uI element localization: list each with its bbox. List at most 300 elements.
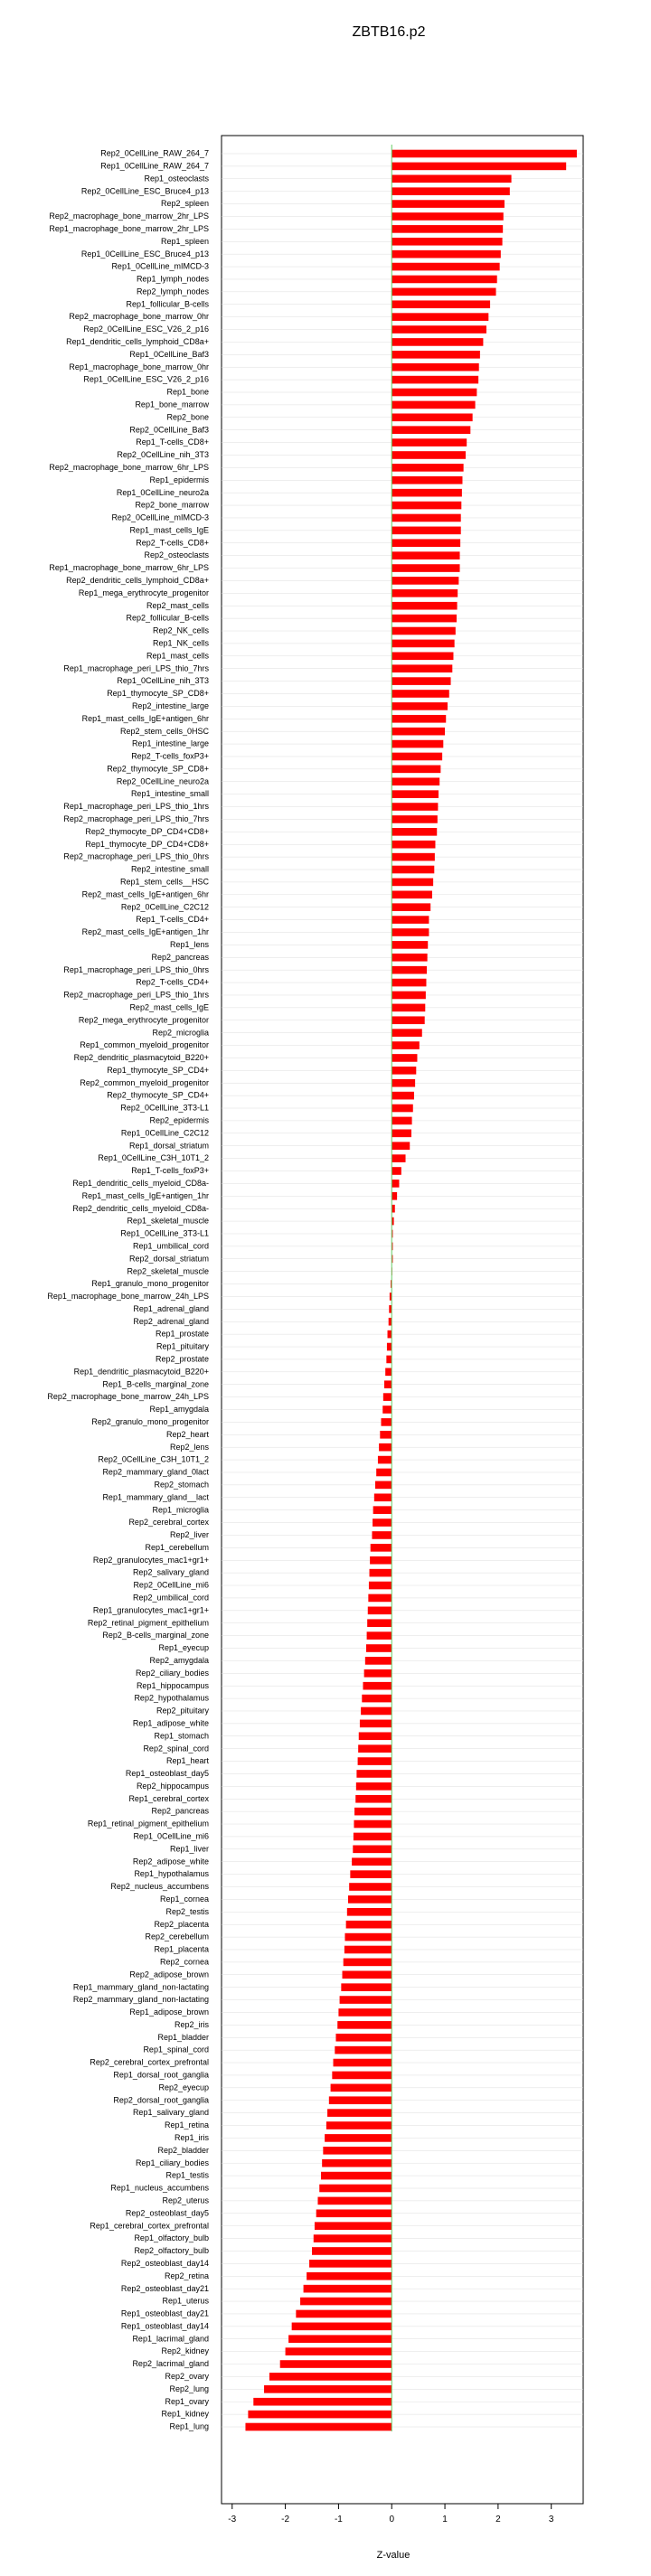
bar-Rep2_dendritic_cells_myeloid_CD8a- xyxy=(392,1205,395,1213)
category-label: Rep2_intestine_large xyxy=(131,700,209,710)
bar-Rep2_0CellLine_ESC_V26_2_p16 xyxy=(392,325,486,334)
bar-Rep2_mammary_gland_non-lactating xyxy=(340,1996,392,2004)
category-label: Rep1_olfactory_bulb xyxy=(134,2233,209,2243)
category-label: Rep1_uterus xyxy=(162,2296,209,2306)
bar-Rep1_granulocytes_mac1+gr1+ xyxy=(368,1607,392,1615)
category-label: Rep2_thymocyte_DP_CD4+CD8+ xyxy=(85,826,209,836)
category-label: Rep1_osteoblast_day14 xyxy=(120,2321,209,2331)
category-label: Rep2_osteoblast_day21 xyxy=(120,2283,209,2293)
category-label: Rep2_0CellLine_ESC_V26_2_p16 xyxy=(83,324,209,334)
bar-Rep2_intestine_large xyxy=(392,702,448,710)
category-label: Rep1_T-cells_foxP3+ xyxy=(131,1166,209,1176)
bar-Rep2_granulo_mono_progenitor xyxy=(381,1418,392,1426)
category-label: Rep2_lens xyxy=(169,1442,209,1452)
bar-Rep1_retina xyxy=(326,2121,392,2129)
category-label: Rep1_macrophage_bone_marrow_0hr xyxy=(69,362,209,371)
bar-Rep1_0CellLine_mIMCD-3 xyxy=(392,263,499,271)
bar-Rep2_dendritic_plasmacytoid_B220+ xyxy=(392,1054,417,1062)
bar-Rep2_0CellLine_C3H_10T1_2 xyxy=(378,1456,392,1464)
category-label: Rep1_adrenal_gland xyxy=(133,1303,209,1313)
bar-Rep2_thymocyte_SP_CD8+ xyxy=(392,766,440,774)
bar-Rep2_mast_cells_IgE xyxy=(392,1004,425,1012)
bar-Rep1_amygdala xyxy=(382,1406,392,1414)
category-label: Rep1_thymocyte_SP_CD8+ xyxy=(107,689,209,699)
category-label: Rep1_eyecup xyxy=(158,1643,209,1653)
category-label: Rep1_mega_erythrocyte_progenitor xyxy=(78,588,209,597)
bar-Rep2_thymocyte_DP_CD4+CD8+ xyxy=(392,828,437,836)
bar-Rep2_bone_marrow xyxy=(392,502,461,510)
category-label: Rep1_dendritic_cells_lymphoid_CD8a+ xyxy=(66,337,209,347)
bar-Rep2_mast_cells_IgE+antigen_1hr xyxy=(392,928,429,936)
category-label: Rep1_mast_cells_IgE+antigen_1hr xyxy=(81,1190,209,1200)
bar-Rep1_0CellLine_Baf3 xyxy=(392,351,480,359)
bar-Rep1_T-cells_CD4+ xyxy=(392,916,429,924)
category-label: Rep2_hippocampus xyxy=(136,1781,209,1791)
bar-Rep2_0CellLine_ESC_Bruce4_p13 xyxy=(392,187,510,195)
bar-Rep2_ciliary_bodies xyxy=(364,1669,392,1678)
bar-Rep1_0CellLine_RAW_264_7 xyxy=(392,163,566,171)
category-label: Rep2_lung xyxy=(169,2383,209,2393)
category-label: Rep2_lacrimal_gland xyxy=(132,2359,209,2369)
bar-Rep2_pituitary xyxy=(361,1707,392,1716)
category-label: Rep1_dorsal_striatum xyxy=(128,1141,209,1151)
category-label: Rep1_macrophage_peri_LPS_thio_0hrs xyxy=(63,964,209,974)
category-label: Rep1_macrophage_bone_marrow_24h_LPS xyxy=(47,1292,209,1302)
category-label: Rep1_macrophage_bone_marrow_2hr_LPS xyxy=(49,223,209,233)
bar-Rep1_cornea xyxy=(348,1895,392,1904)
chart-title: ZBTB16.p2 xyxy=(352,24,426,40)
category-label: Rep1_thymocyte_DP_CD4+CD8+ xyxy=(85,839,209,849)
bar-Rep2_bladder xyxy=(323,2147,392,2155)
category-label: Rep1_adipose_brown xyxy=(129,2007,209,2017)
category-label: Rep2_skeletal_muscle xyxy=(127,1266,209,1276)
category-label: Rep2_cornea xyxy=(159,1957,209,1967)
category-label: Rep1_dendritic_plasmacytoid_B220+ xyxy=(73,1367,209,1377)
bar-Rep2_stem_cells_0HSC xyxy=(392,728,445,736)
category-label: Rep2_osteoblast_day14 xyxy=(120,2258,209,2268)
category-label: Rep2_mammary_gland_0lact xyxy=(102,1467,209,1477)
category-label: Rep1_intestine_large xyxy=(131,738,209,748)
bar-Rep2_cornea xyxy=(344,1959,392,1967)
category-label: Rep2_intestine_small xyxy=(130,864,209,874)
category-label: Rep1_0CellLine_ESC_Bruce4_p13 xyxy=(80,249,209,259)
bar-Rep2_T-cells_CD4+ xyxy=(392,979,426,987)
category-label: Rep1_bladder xyxy=(157,2032,209,2042)
bar-Rep2_macrophage_peri_LPS_thio_0hrs xyxy=(392,853,435,861)
bar-Rep1_adipose_white xyxy=(360,1720,392,1728)
category-label: Rep1_macrophage_peri_LPS_thio_1hrs xyxy=(63,802,209,812)
bar-Rep1_eyecup xyxy=(366,1644,392,1652)
category-label: Rep2_epidermis xyxy=(149,1115,209,1125)
category-label: Rep2_hypothalamus xyxy=(134,1693,209,1703)
bar-Rep1_adipose_brown xyxy=(338,2008,392,2017)
category-label: Rep1_0CellLine_neuro2a xyxy=(116,487,209,497)
bar-Rep1_iris xyxy=(325,2134,392,2142)
bar-Rep1_ciliary_bodies xyxy=(322,2159,392,2167)
category-label: Rep1_ciliary_bodies xyxy=(135,2158,209,2167)
bar-Rep2_0CellLine_Baf3 xyxy=(392,426,470,434)
bar-Rep2_dendritic_cells_lymphoid_CD8a+ xyxy=(392,577,458,585)
category-label: Rep1_hypothalamus xyxy=(134,1869,209,1879)
category-label: Rep1_ovary xyxy=(165,2396,209,2406)
category-label: Rep1_common_myeloid_progenitor xyxy=(80,1040,209,1050)
bar-Rep1_kidney xyxy=(248,2411,392,2419)
category-label: Rep2_mega_erythrocyte_progenitor xyxy=(78,1015,209,1025)
bar-Rep2_eyecup xyxy=(331,2084,392,2092)
category-label: Rep1_epidermis xyxy=(149,475,209,484)
bar-Rep1_T-cells_foxP3+ xyxy=(392,1167,401,1175)
bar-Rep2_0CellLine_3T3-L1 xyxy=(392,1105,413,1113)
category-label: Rep2_retina xyxy=(164,2270,209,2280)
bar-Rep2_prostate xyxy=(386,1356,392,1364)
category-label: Rep1_heart xyxy=(165,1756,209,1766)
category-label: Rep2_thymocyte_SP_CD8+ xyxy=(107,764,209,774)
bar-Rep1_retinal_pigment_epithelium xyxy=(354,1820,392,1829)
bar-Rep1_cerebellum xyxy=(371,1544,392,1552)
category-label: Rep2_mammary_gland_non-lactating xyxy=(72,1995,209,2005)
category-label: Rep2_amygdala xyxy=(149,1656,209,1666)
bar-Rep2_macrophage_peri_LPS_thio_7hrs xyxy=(392,815,438,823)
category-label: Rep2_microglia xyxy=(152,1028,209,1038)
category-label: Rep1_T-cells_CD4+ xyxy=(136,915,209,925)
bar-Rep1_mast_cells_IgE xyxy=(392,527,460,535)
category-label: Rep1_macrophage_bone_marrow_6hr_LPS xyxy=(49,563,209,573)
bar-Rep1_cerebral_cortex xyxy=(355,1795,392,1803)
bar-Rep2_iris xyxy=(337,2021,392,2029)
bar-Rep1_osteoblast_day5 xyxy=(356,1770,392,1778)
bar-Rep1_lacrimal_gland xyxy=(288,2335,392,2343)
bar-Rep1_cerebral_cortex_prefrontal xyxy=(315,2222,392,2230)
bar-Rep2_liver xyxy=(372,1531,392,1539)
category-label: Rep2_stomach xyxy=(154,1480,209,1490)
category-label: Rep1_0CellLine_3T3-L1 xyxy=(120,1228,209,1238)
category-label: Rep2_cerebellum xyxy=(145,1932,209,1941)
bar-Rep1_dendritic_cells_lymphoid_CD8a+ xyxy=(392,338,483,346)
category-label: Rep2_NK_cells xyxy=(152,625,209,635)
category-label: Rep1_osteoclasts xyxy=(144,174,209,183)
category-labels xyxy=(47,149,209,2431)
category-label: Rep1_cornea xyxy=(159,1894,209,1904)
category-label: Rep2_macrophage_peri_LPS_thio_0hrs xyxy=(63,851,209,861)
category-label: Rep1_kidney xyxy=(161,2409,209,2419)
bar-Rep2_nucleus_accumbens xyxy=(349,1883,392,1891)
bar-Rep1_0CellLine_ESC_V26_2_p16 xyxy=(392,376,478,384)
category-label: Rep1_pituitary xyxy=(156,1341,209,1351)
category-label: Rep2_dorsal_striatum xyxy=(128,1254,209,1264)
bar-Rep2_pancreas xyxy=(392,954,427,962)
bar-Rep2_common_myeloid_progenitor xyxy=(392,1079,415,1087)
bar-Rep1_dendritic_cells_myeloid_CD8a- xyxy=(392,1180,399,1188)
bar-Rep1_mega_erythrocyte_progenitor xyxy=(392,589,458,597)
bar-Rep1_0CellLine_neuro2a xyxy=(392,489,462,497)
bar-Rep1_lung xyxy=(245,2423,392,2431)
category-label: Rep2_mast_cells_IgE xyxy=(129,1002,209,1012)
bar-Rep2_epidermis xyxy=(392,1117,411,1125)
category-label: Rep2_T-cells_CD8+ xyxy=(136,538,209,548)
category-label: Rep2_iris xyxy=(174,2019,209,2029)
category-label: Rep2_0CellLine_Baf3 xyxy=(129,425,209,435)
x-tick-label: -3 xyxy=(228,2515,237,2524)
category-label: Rep1_osteoblast_day5 xyxy=(125,1769,209,1779)
category-label: Rep1_B-cells_marginal_zone xyxy=(102,1379,209,1389)
category-label: Rep1_cerebral_cortex_prefrontal xyxy=(90,2221,209,2231)
category-label: Rep2_adipose_white xyxy=(132,1857,209,1866)
category-label: Rep2_eyecup xyxy=(158,2082,209,2092)
bar-Rep2_B-cells_marginal_zone xyxy=(367,1631,392,1640)
bar-Rep2_osteoclasts xyxy=(392,551,459,559)
bar-Rep1_0CellLine_nih_3T3 xyxy=(392,677,450,685)
bar-Rep2_olfactory_bulb xyxy=(312,2247,392,2255)
bar-Rep1_prostate xyxy=(388,1330,392,1339)
category-label: Rep2_pancreas xyxy=(151,1806,209,1816)
category-label: Rep1_iris xyxy=(174,2133,209,2143)
category-label: Rep1_liver xyxy=(169,1844,209,1854)
bar-Rep1_spleen xyxy=(392,238,502,246)
bar-Rep2_testis xyxy=(347,1908,392,1916)
bar-Rep2_cerebral_cortex xyxy=(373,1518,392,1527)
category-label: Rep2_bone_marrow xyxy=(135,500,209,510)
bar-Rep1_nucleus_accumbens xyxy=(319,2185,392,2193)
bar-Rep2_uterus xyxy=(317,2197,392,2205)
bar-Rep2_0CellLine_mi6 xyxy=(369,1582,392,1590)
category-label: Rep2_macrophage_bone_marrow_24h_LPS xyxy=(47,1392,209,1402)
bar-Rep2_macrophage_peri_LPS_thio_1hrs xyxy=(392,992,426,1000)
bar-Rep2_thymocyte_SP_CD4+ xyxy=(392,1092,414,1100)
bar-Rep1_intestine_large xyxy=(392,740,443,748)
category-label: Rep2_follicular_B-cells xyxy=(126,613,209,623)
category-label: Rep1_thymocyte_SP_CD4+ xyxy=(107,1065,209,1075)
bar-Rep2_lacrimal_gland xyxy=(280,2360,392,2368)
bar-Rep2_macrophage_bone_marrow_2hr_LPS xyxy=(392,212,504,221)
category-label: Rep1_stomach xyxy=(154,1731,209,1741)
category-label: Rep2_0CellLine_C2C12 xyxy=(120,902,209,912)
bar-Rep1_thymocyte_SP_CD8+ xyxy=(392,690,449,698)
category-label: Rep2_mast_cells_IgE+antigen_1hr xyxy=(81,927,209,937)
category-label: Rep1_0CellLine_ESC_V26_2_p16 xyxy=(83,374,209,384)
bar-Rep1_common_myeloid_progenitor xyxy=(392,1041,420,1049)
category-label: Rep2_macrophage_bone_marrow_6hr_LPS xyxy=(49,462,209,472)
category-label: Rep2_0CellLine_nih_3T3 xyxy=(117,450,209,460)
category-label: Rep2_nucleus_accumbens xyxy=(110,1882,209,1892)
bar-Rep2_cerebellum xyxy=(344,1933,392,1941)
category-label: Rep2_osteoblast_day5 xyxy=(125,2208,209,2218)
category-label: Rep1_placenta xyxy=(154,1944,209,1954)
category-label: Rep2_prostate xyxy=(155,1354,209,1364)
category-label: Rep1_salivary_gland xyxy=(132,2108,209,2118)
bar-Rep2_ovary xyxy=(269,2373,392,2381)
category-label: Rep2_mast_cells xyxy=(146,600,209,610)
x-tick-label: 3 xyxy=(548,2515,554,2524)
bar-Rep1_macrophage_peri_LPS_thio_1hrs xyxy=(392,803,438,811)
bar-Rep2_lung xyxy=(264,2385,392,2393)
category-label: Rep2_pancreas xyxy=(151,952,209,962)
bar-Rep1_macrophage_bone_marrow_6hr_LPS xyxy=(392,564,459,572)
category-label: Rep1_0CellLine_nih_3T3 xyxy=(117,676,209,686)
bar-Rep1_mammary_gland__lact xyxy=(374,1493,392,1501)
category-label: Rep1_skeletal_muscle xyxy=(127,1216,209,1226)
category-label: Rep1_dorsal_root_ganglia xyxy=(113,2070,209,2080)
bar-Rep1_B-cells_marginal_zone xyxy=(384,1380,392,1388)
category-label: Rep1_retinal_pigment_epithelium xyxy=(87,1819,209,1829)
bar-Rep1_olfactory_bulb xyxy=(314,2234,392,2242)
category-label: Rep1_0CellLine_C2C12 xyxy=(120,1128,209,1138)
category-label: Rep1_lymph_nodes xyxy=(136,274,209,284)
x-tick-label: -2 xyxy=(281,2515,290,2524)
category-label: Rep2_macrophage_peri_LPS_thio_7hrs xyxy=(63,814,209,824)
bar-Rep1_thymocyte_SP_CD4+ xyxy=(392,1067,416,1075)
bar-Rep2_0CellLine_mIMCD-3 xyxy=(392,514,460,522)
bar-Rep2_osteoblast_day14 xyxy=(309,2260,392,2268)
bar-Rep2_0CellLine_RAW_264_7 xyxy=(392,150,577,158)
category-label: Rep2_0CellLine_ESC_Bruce4_p13 xyxy=(80,186,209,196)
bar-Rep1_mast_cells_IgE+antigen_1hr xyxy=(392,1192,397,1200)
bar-Rep1_stomach xyxy=(359,1732,392,1740)
bar-Rep2_0CellLine_nih_3T3 xyxy=(392,451,466,459)
bar-Rep2_adrenal_gland xyxy=(389,1318,392,1326)
category-label: Rep2_mast_cells_IgE+antigen_6hr xyxy=(81,889,209,899)
bar-Rep2_0CellLine_C2C12 xyxy=(392,903,430,911)
category-label: Rep2_dendritic_cells_lymphoid_CD8a+ xyxy=(66,576,209,586)
bar-Rep2_placenta xyxy=(346,1921,392,1929)
bar-Rep2_NK_cells xyxy=(392,627,456,635)
category-label: Rep1_bone xyxy=(166,387,209,397)
category-label: Rep2_common_myeloid_progenitor xyxy=(80,1077,209,1087)
bar-Rep1_ovary xyxy=(253,2398,392,2406)
bar-Rep1_dorsal_root_ganglia xyxy=(332,2072,392,2080)
category-label: Rep1_mammary_gland__lact xyxy=(102,1492,209,1502)
category-label: Rep2_liver xyxy=(169,1530,209,1540)
bar-Rep1_0CellLine_C3H_10T1_2 xyxy=(392,1154,405,1162)
bar-Rep2_amygdala xyxy=(365,1657,392,1665)
bar-Rep2_retina xyxy=(307,2272,392,2280)
bar-Rep2_dorsal_root_ganglia xyxy=(329,2096,392,2104)
category-label: Rep2_olfactory_bulb xyxy=(134,2246,209,2256)
bar-Rep2_osteoblast_day21 xyxy=(304,2285,392,2293)
bar-Rep1_macrophage_bone_marrow_2hr_LPS xyxy=(392,225,503,233)
bar-Rep2_granulocytes_mac1+gr1+ xyxy=(370,1556,392,1565)
bar-Rep1_spinal_cord xyxy=(335,2046,392,2054)
category-label: Rep2_lymph_nodes xyxy=(136,287,209,296)
category-label: Rep2_spleen xyxy=(160,199,209,209)
category-label: Rep1_mammary_gland_non-lactating xyxy=(72,1982,209,1992)
bar-Rep1_stem_cells__HSC xyxy=(392,879,433,887)
bar-Rep2_cerebral_cortex_prefrontal xyxy=(334,2059,392,2067)
category-label: Rep1_mast_cells xyxy=(146,651,209,661)
bar-Rep2_retinal_pigment_epithelium xyxy=(367,1619,392,1627)
bar-Rep2_hypothalamus xyxy=(362,1695,392,1703)
category-label: Rep1_bone_marrow xyxy=(135,400,209,409)
category-label: Rep1_spinal_cord xyxy=(143,2045,209,2054)
bar-Rep1_bone_marrow xyxy=(392,401,475,409)
bar-Rep2_umbilical_cord xyxy=(368,1594,392,1603)
bar-Rep1_heart xyxy=(358,1757,392,1765)
category-label: Rep2_pituitary xyxy=(156,1706,209,1716)
bar-Rep1_osteoclasts xyxy=(392,174,511,183)
category-label: Rep1_T-cells_CD8+ xyxy=(136,437,209,447)
category-label: Rep1_prostate xyxy=(155,1329,209,1339)
category-label: Rep2_heart xyxy=(165,1429,209,1439)
bar-Rep2_mast_cells_IgE+antigen_6hr xyxy=(392,890,432,898)
bar-Rep1_liver xyxy=(353,1846,392,1854)
bar-Rep1_dendritic_plasmacytoid_B220+ xyxy=(385,1368,392,1377)
category-label: Rep1_granulo_mono_progenitor xyxy=(91,1279,209,1289)
bar-Rep1_0CellLine_ESC_Bruce4_p13 xyxy=(392,250,501,259)
bar-Rep1_macrophage_bone_marrow_0hr xyxy=(392,363,478,371)
category-label: Rep2_dendritic_cells_myeloid_CD8a- xyxy=(72,1203,209,1213)
category-label: Rep1_cerebellum xyxy=(145,1542,209,1552)
bar-Rep1_dorsal_striatum xyxy=(392,1142,410,1150)
x-tick-label: 1 xyxy=(442,2515,448,2524)
category-label: Rep2_T-cells_CD4+ xyxy=(136,977,209,987)
bar-Rep2_T-cells_CD8+ xyxy=(392,539,460,547)
category-label: Rep2_adipose_brown xyxy=(129,1970,209,1979)
bar-Rep2_0CellLine_neuro2a xyxy=(392,777,439,785)
bar-Rep2_stomach xyxy=(375,1481,392,1490)
bar-Rep2_microglia xyxy=(392,1029,422,1037)
bar-Rep2_heart xyxy=(380,1431,392,1439)
bar-Rep2_bone xyxy=(392,413,472,421)
bar-Rep1_uterus xyxy=(300,2298,392,2306)
category-label: Rep2_macrophage_bone_marrow_0hr xyxy=(69,312,209,322)
x-axis-label: Z-value xyxy=(376,2550,410,2561)
category-label: Rep1_osteoblast_day21 xyxy=(120,2308,209,2318)
bar-Rep2_macrophage_bone_marrow_0hr xyxy=(392,313,488,321)
category-label: Rep2_osteoclasts xyxy=(144,550,209,560)
category-label: Rep1_cerebral_cortex xyxy=(128,1793,209,1803)
category-label: Rep1_spleen xyxy=(160,236,209,246)
category-label: Rep2_dendritic_plasmacytoid_B220+ xyxy=(73,1053,209,1063)
category-label: Rep1_intestine_small xyxy=(130,789,209,799)
category-label: Rep1_0CellLine_mIMCD-3 xyxy=(111,261,209,271)
category-label: Rep1_0CellLine_RAW_264_7 xyxy=(100,161,209,171)
category-label: Rep2_T-cells_foxP3+ xyxy=(131,751,209,761)
category-label: Rep1_microglia xyxy=(152,1505,209,1515)
bar-Rep2_lymph_nodes xyxy=(392,288,495,296)
bar-Rep1_microglia xyxy=(373,1506,392,1514)
category-label: Rep1_mast_cells_IgE+antigen_6hr xyxy=(81,713,209,723)
category-label: Rep2_macrophage_bone_marrow_2hr_LPS xyxy=(49,212,209,221)
category-label: Rep2_cerebral_cortex_prefrontal xyxy=(90,2057,209,2067)
category-label: Rep2_macrophage_peri_LPS_thio_1hrs xyxy=(63,990,209,1000)
category-label: Rep2_granulocytes_mac1+gr1+ xyxy=(92,1555,209,1565)
x-tick-label: 0 xyxy=(389,2515,395,2524)
category-label: Rep1_lens xyxy=(169,939,209,949)
category-label: Rep2_testis xyxy=(165,1906,209,1916)
category-label: Rep2_0CellLine_mIMCD-3 xyxy=(111,512,209,522)
category-label: Rep2_0CellLine_RAW_264_7 xyxy=(100,148,209,158)
category-label: Rep2_stem_cells_0HSC xyxy=(119,726,209,736)
bar-Rep1_NK_cells xyxy=(392,640,454,648)
bar-Rep1_bone xyxy=(392,389,476,397)
bar-Rep2_adipose_white xyxy=(352,1857,392,1866)
category-label: Rep1_granulocytes_mac1+gr1+ xyxy=(92,1605,209,1615)
category-label: Rep2_placenta xyxy=(154,1919,209,1929)
category-label: Rep2_ciliary_bodies xyxy=(135,1668,209,1678)
category-label: Rep1_dendritic_cells_myeloid_CD8a- xyxy=(72,1178,209,1188)
bar-Rep1_mammary_gland_non-lactating xyxy=(341,1983,392,1991)
x-tick-label: -1 xyxy=(334,2515,343,2524)
bar-Rep1_hypothalamus xyxy=(350,1870,392,1878)
bar-Rep2_T-cells_foxP3+ xyxy=(392,753,442,761)
bar-Rep1_mast_cells xyxy=(392,652,453,660)
bar-Rep2_lens xyxy=(379,1443,392,1452)
category-label: Rep1_mast_cells_IgE xyxy=(129,525,209,535)
category-label: Rep1_amygdala xyxy=(149,1405,209,1415)
bar-Rep2_spinal_cord xyxy=(358,1744,392,1753)
bar-Rep1_0CellLine_mi6 xyxy=(354,1833,392,1841)
bar-Rep2_follicular_B-cells xyxy=(392,615,457,623)
category-label: Rep2_0CellLine_mi6 xyxy=(133,1580,209,1590)
